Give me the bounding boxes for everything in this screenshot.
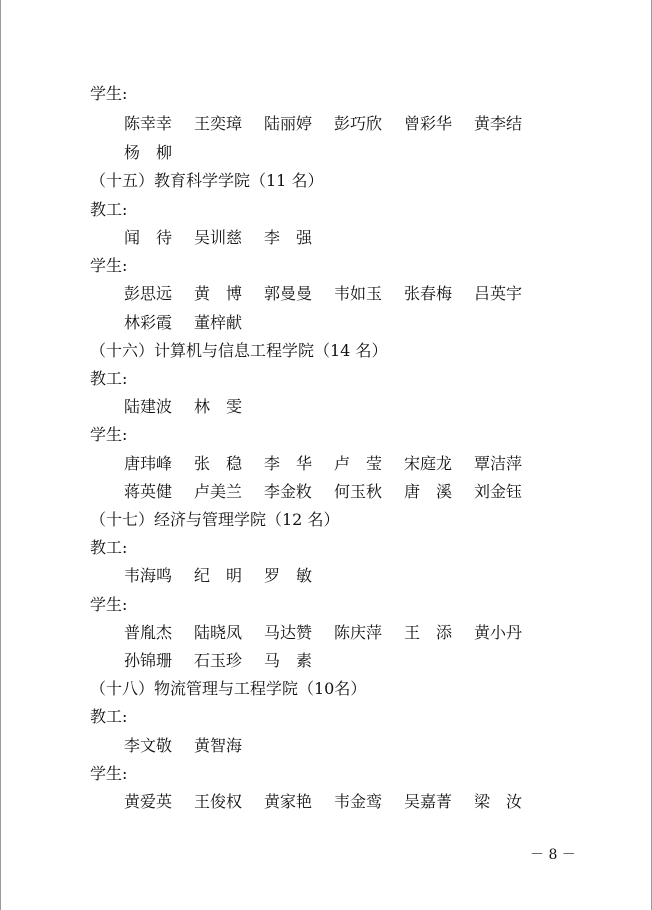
person-name: 马 素	[264, 651, 313, 670]
person-name: 彭巧欣	[334, 114, 383, 133]
person-name: 蒋英健	[124, 482, 173, 501]
group-label: 教工:	[90, 369, 128, 388]
person-name: 陈庆萍	[334, 623, 383, 642]
page-number: － 8 －	[530, 847, 576, 863]
person-name: 李 华	[264, 454, 313, 473]
name-row	[124, 454, 544, 474]
person-name: 林彩霞	[124, 313, 173, 332]
name-row	[124, 623, 544, 643]
person-name: 卢美兰	[194, 482, 243, 501]
page-border-left	[0, 0, 1, 910]
person-name: 杨 柳	[124, 143, 173, 162]
name-row	[124, 482, 544, 502]
section-heading: （十五）教育科学学院（11 名）	[90, 171, 324, 190]
person-name: 彭思远	[124, 284, 173, 303]
person-name: 李金敉	[264, 482, 313, 501]
person-name: 孙锦珊	[124, 651, 173, 670]
group-label: 学生:	[90, 425, 128, 444]
person-name: 梁 汝	[474, 792, 523, 811]
person-name: 唐玮峰	[124, 454, 173, 473]
person-name: 吴嘉菁	[404, 792, 453, 811]
name-row	[124, 114, 544, 134]
person-name: 马达赞	[264, 623, 313, 642]
group-label: 教工:	[90, 707, 128, 726]
person-name: 覃洁萍	[474, 454, 523, 473]
person-name: 李 强	[264, 228, 313, 247]
person-name: 曾彩华	[404, 114, 453, 133]
group-label: 教工:	[90, 538, 128, 557]
group-label: 学生:	[90, 764, 128, 783]
person-name: 陆丽婷	[264, 114, 313, 133]
person-name: 卢 莹	[334, 454, 383, 473]
person-name: 吕英宇	[474, 284, 523, 303]
person-name: 何玉秋	[334, 482, 383, 501]
person-name: 吴训慈	[194, 228, 243, 247]
section-heading: （十七）经济与管理学院（12 名）	[90, 510, 340, 529]
person-name: 黄 博	[194, 284, 243, 303]
person-name: 纪 明	[194, 566, 243, 585]
name-row	[124, 228, 334, 248]
person-name: 张 稳	[194, 454, 243, 473]
person-name: 张春梅	[404, 284, 453, 303]
group-label: 教工:	[90, 200, 128, 219]
person-name: 普胤杰	[124, 623, 173, 642]
name-row	[124, 397, 264, 417]
person-name: 韦金鸾	[334, 792, 383, 811]
person-name: 林 雯	[194, 397, 243, 416]
person-name: 陈幸幸	[124, 114, 173, 133]
name-row	[124, 566, 334, 586]
person-name: 宋庭龙	[404, 454, 453, 473]
person-name: 陆晓凤	[194, 623, 243, 642]
person-name: 王俊权	[194, 792, 243, 811]
person-name: 黄爱英	[124, 792, 173, 811]
person-name: 黄小丹	[474, 623, 523, 642]
person-name: 黄智海	[194, 736, 243, 755]
person-name: 陆建波	[124, 397, 173, 416]
group-label: 学生:	[90, 256, 128, 275]
name-row	[124, 143, 194, 163]
group-label: 学生:	[90, 595, 128, 614]
person-name: 刘金钰	[474, 482, 523, 501]
section-heading: （十六）计算机与信息工程学院（14 名）	[90, 341, 388, 360]
person-name: 唐 溪	[404, 482, 453, 501]
person-name: 黄李结	[474, 114, 523, 133]
group-label: 学生:	[90, 84, 128, 103]
person-name: 董梓献	[194, 313, 243, 332]
person-name: 王 添	[404, 623, 453, 642]
person-name: 王奕璋	[194, 114, 243, 133]
person-name: 韦海鸣	[124, 566, 173, 585]
person-name: 李文敬	[124, 736, 173, 755]
section-heading: （十八）物流管理与工程学院（10名）	[90, 679, 367, 698]
person-name: 黄家艳	[264, 792, 313, 811]
person-name: 石玉珍	[194, 651, 243, 670]
person-name: 罗 敏	[264, 566, 313, 585]
person-name: 郭曼曼	[264, 284, 313, 303]
name-row	[124, 792, 544, 812]
name-row	[124, 313, 264, 333]
person-name: 闻 待	[124, 228, 173, 247]
name-row	[124, 284, 544, 304]
person-name: 韦如玉	[334, 284, 383, 303]
name-row	[124, 736, 264, 756]
name-row	[124, 651, 334, 671]
